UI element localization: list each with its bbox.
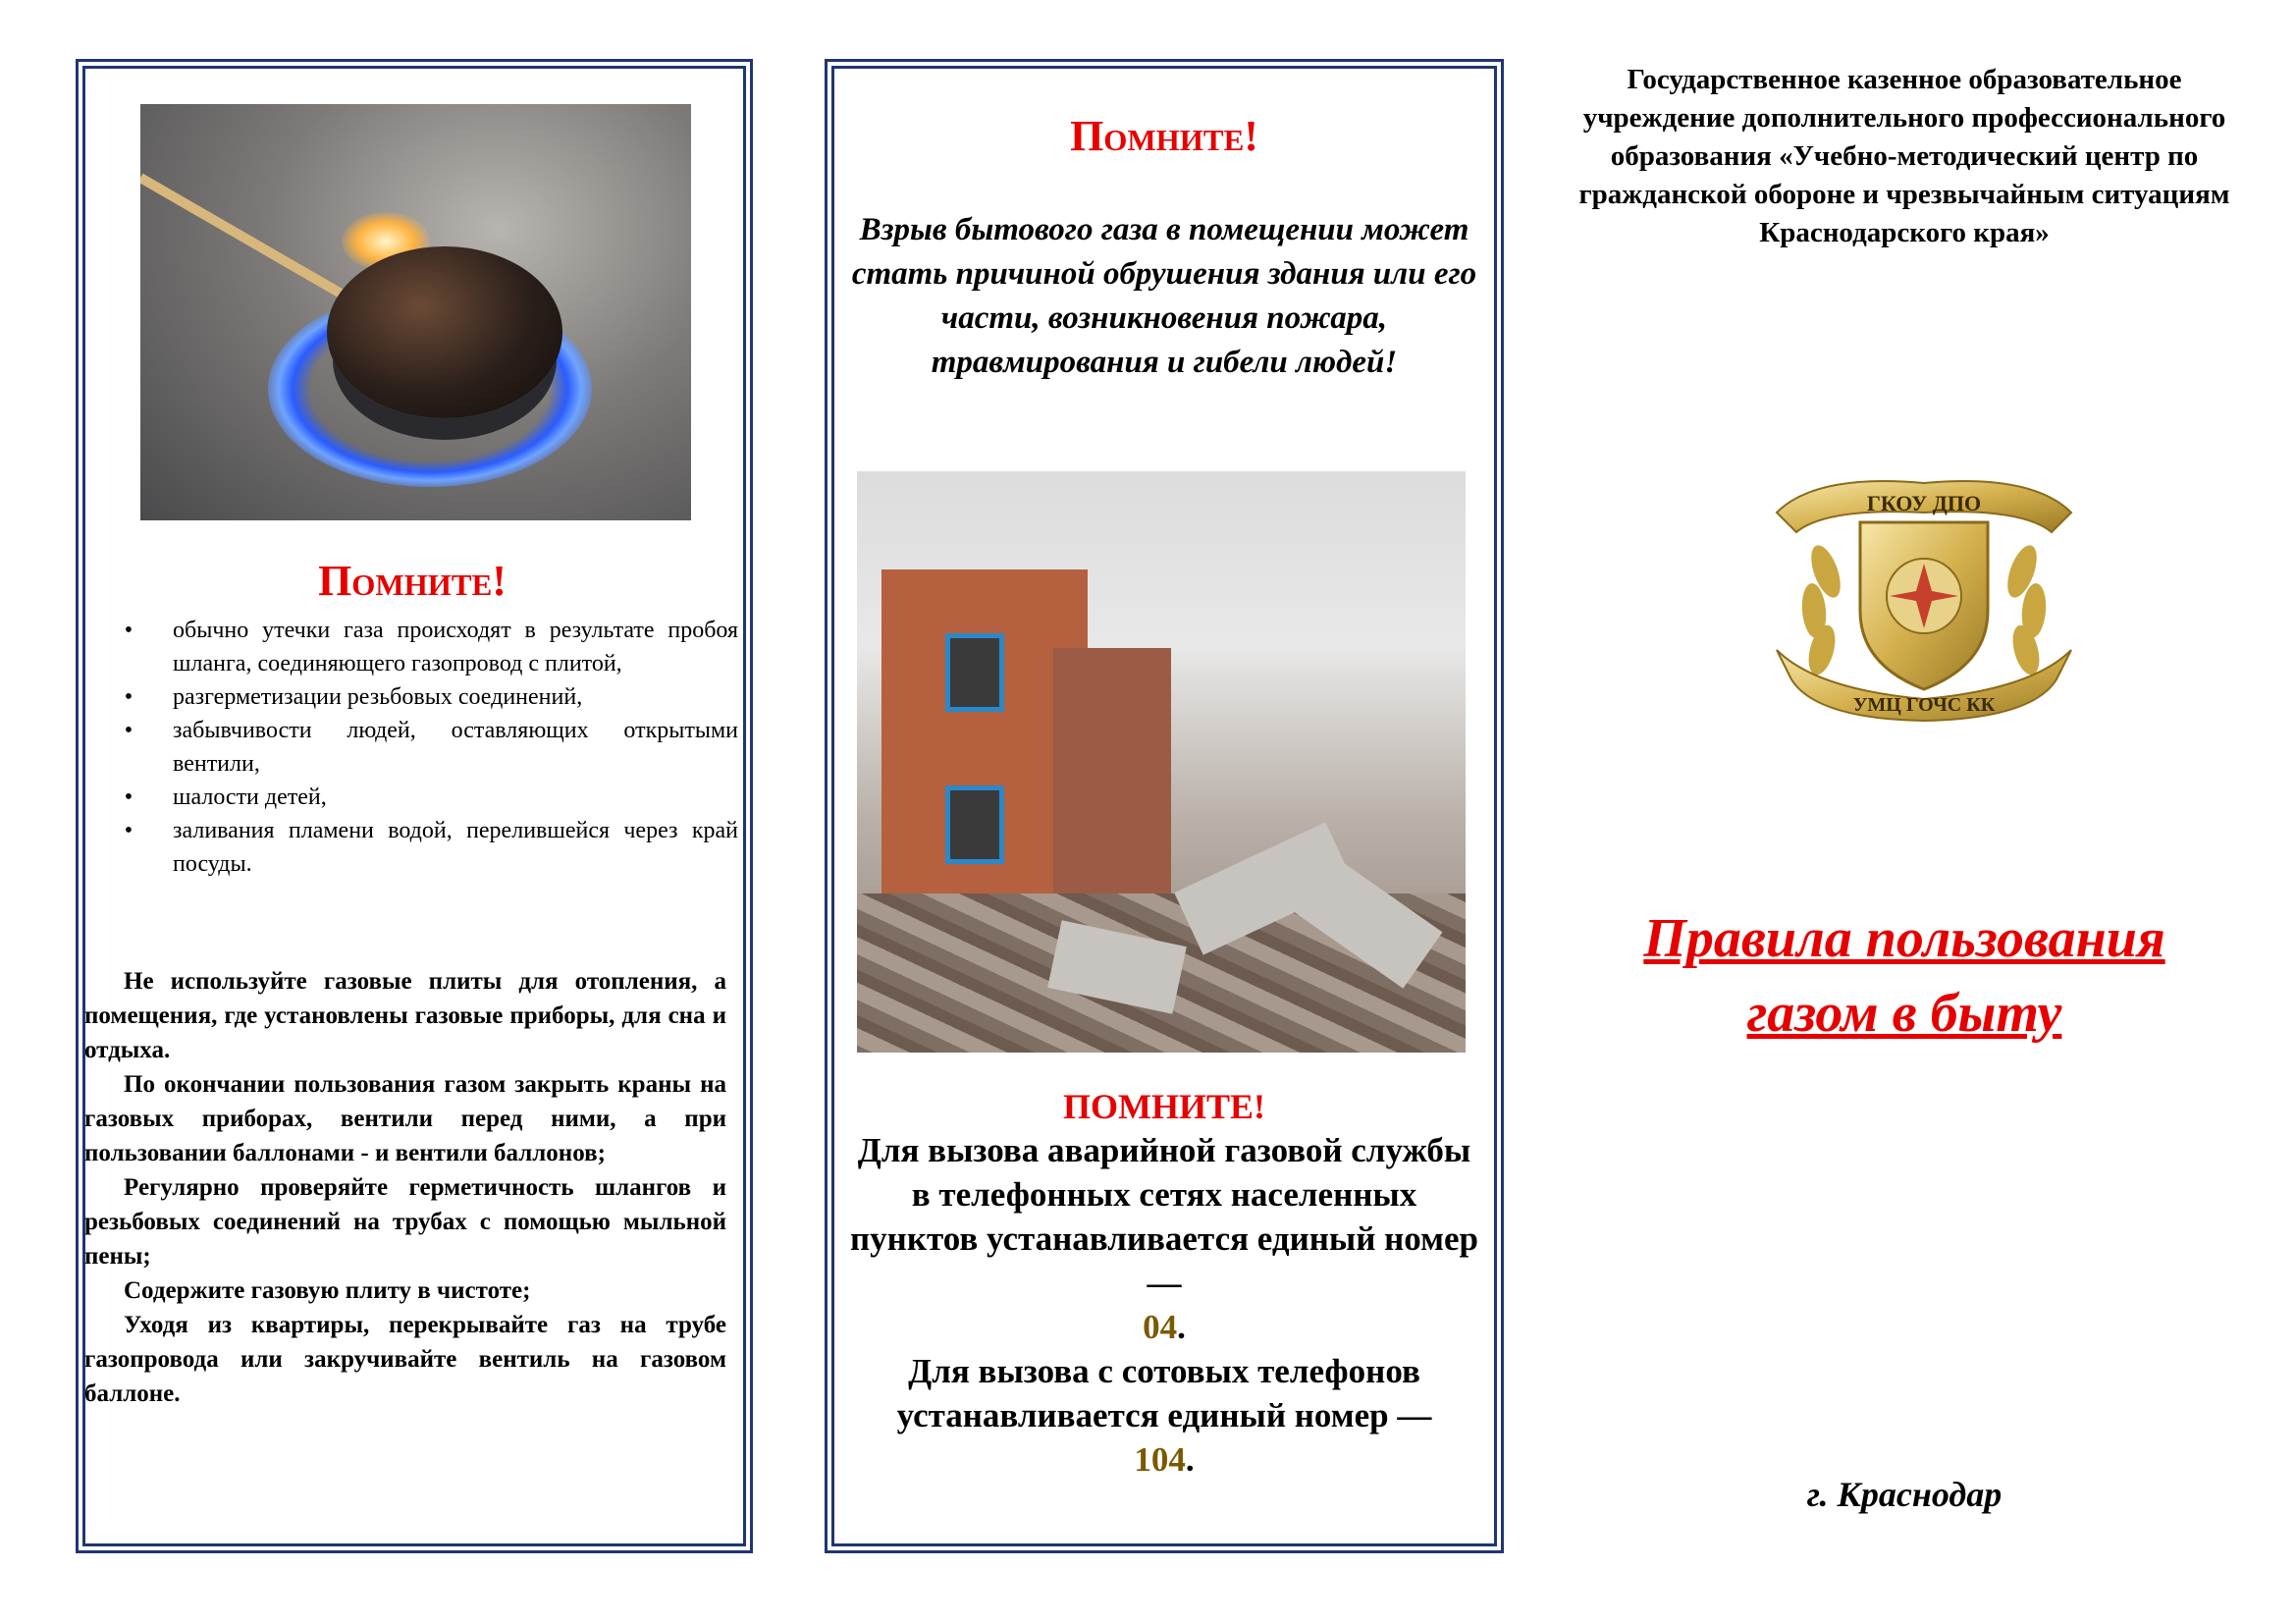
bullet-icon: • [124, 718, 133, 743]
rule-paragraph: Регулярно проверяйте герметичность шлангов и резьбовых соединений на трубах с помощью мыльной пены; [84, 1174, 726, 1270]
emblem-bottom-text: УМЦ ГОЧС КК [1852, 694, 1996, 716]
phone-number-104: 104 [1134, 1440, 1186, 1479]
middle-remember-heading: Помните! [1070, 112, 1258, 160]
list-item: • заливания пламени водой, перелившейся через край посуды. [84, 814, 738, 881]
list-item: • забывчивости людей, оставляющих открытыми вентили, [84, 714, 738, 781]
emergency-phone-block [846, 1085, 1482, 1482]
collapsed-building-photo [857, 471, 1466, 1053]
rule-paragraph: По окончании пользования газом закрыть краны на газовых приборах, вентили перед ними, а при пользовании баллонами - и вентили баллонов; [84, 1071, 726, 1166]
match-stick [140, 174, 364, 310]
rule-paragraph: Не используйте газовые плиты для отопления, а помещения, где установлены газовые приборы, для сна и отдыха. [84, 968, 726, 1063]
window [945, 785, 1004, 864]
list-item: • разгерметизации резьбовых соединений, [84, 680, 738, 714]
phone-info-mobile: Для вызова с сотовых телефонов устанавливается единый номер — 104. [896, 1352, 1432, 1479]
institution-name: Государственное казенное образовательное учреждение дополнительного профессионального образования «Учебно-методический центр по гражданской обороне и чрезвычайным ситуациям Краснодарского края» [1578, 64, 2230, 248]
brochure-title: Правила пользования газом в быту [1643, 908, 2165, 1044]
phone-info-landline: Для вызова аварийной газовой службы в телефонных сетях населенных пунктов устанавливается единый номер — 04. [850, 1131, 1478, 1346]
emblem-top-text: ГКОУ ДПО [1866, 491, 1982, 515]
organization-emblem [1757, 454, 2091, 729]
list-item: • шалости детей, [84, 781, 738, 814]
rule-paragraph: Уходя из квартиры, перекрывайте газ на трубе газопровода или закручивайте вентиль на газовом баллоне. [84, 1312, 726, 1407]
window [945, 633, 1004, 712]
burner-cap [327, 246, 562, 418]
rule-paragraph: Содержите газовую плиту в чистоте; [124, 1277, 531, 1304]
phone-remember-heading: ПОМНИТЕ! [1063, 1087, 1265, 1126]
bullet-icon: • [124, 784, 133, 810]
bullet-icon: • [124, 818, 133, 843]
left-bullet-list [84, 614, 738, 881]
city-name: г. Краснодар [1806, 1475, 2002, 1514]
bullet-icon: • [124, 684, 133, 710]
left-remember-heading: Помните! [318, 557, 507, 605]
list-item: • обычно утечки газа происходят в результате пробоя шланга, соединяющего газопровод с плитой, [84, 614, 738, 680]
explosion-warning: Взрыв бытового газа в помещении может стать причиной обрушения здания или его части, возникновения пожара, травмирования и гибели людей! [851, 212, 1477, 380]
bullet-icon: • [124, 618, 133, 643]
left-safety-rules [84, 964, 726, 1411]
gas-burner-photo [140, 104, 691, 520]
phone-number-04: 04 [1143, 1308, 1178, 1346]
